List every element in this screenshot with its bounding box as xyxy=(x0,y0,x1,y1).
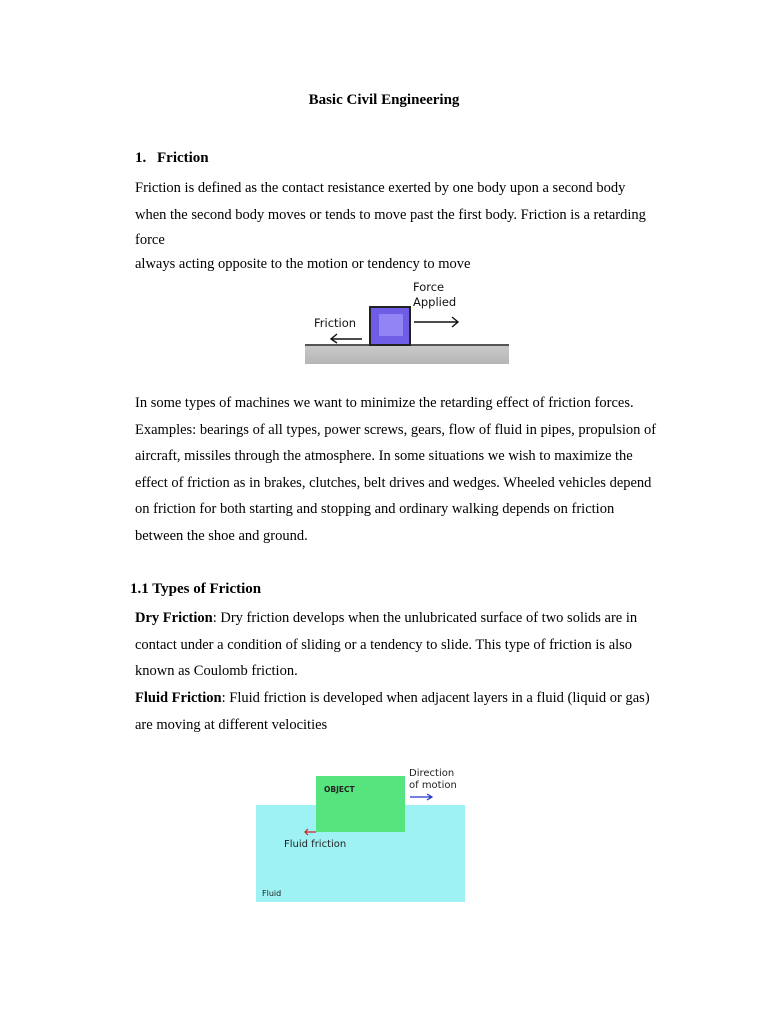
section-title: Friction xyxy=(157,150,209,166)
force-arrow-icon xyxy=(412,314,462,328)
paragraph-line: between the shoe and ground. xyxy=(135,527,308,544)
paragraph-line: force xyxy=(135,232,165,249)
fluid-friction-label: Fluid friction xyxy=(284,839,347,850)
fluid-friction-text: : Fluid friction is developed when adjacent layers in a fluid (liquid or gas) xyxy=(221,690,650,706)
fluid-friction-paragraph xyxy=(135,685,679,738)
paragraph-line xyxy=(135,685,679,712)
section-heading-friction xyxy=(135,150,209,167)
section-heading-types-of-friction: 1.1 Types of Friction xyxy=(130,581,262,597)
direction-of-motion-label xyxy=(409,768,457,792)
paragraph-line: always acting opposite to the motion or tendency to move xyxy=(135,256,471,273)
section-number: 1. xyxy=(135,150,147,166)
friction-label: Friction xyxy=(314,316,357,330)
paragraph-line: effect of friction as in brakes, clutches, belt drives and wedges. Wheeled vehicles depend xyxy=(135,474,652,491)
paragraph-line: known as Coulomb friction. xyxy=(135,663,298,680)
paragraph-line: In some types of machines we want to minimize the retarding effect of friction forces. xyxy=(135,395,634,411)
paragraph-line: Friction is defined as the contact resistance exerted by one body upon a second body xyxy=(135,180,626,196)
force-applied-label xyxy=(413,280,456,310)
friction-definition-paragraph xyxy=(135,175,679,276)
fluid-friction-term: Fluid Friction xyxy=(135,690,222,706)
document-title: Basic Civil Engineering xyxy=(308,92,460,108)
force-label-line: Applied xyxy=(413,295,457,309)
paragraph-line: aircraft, missiles through the atmosphere. In some situations we wish to maximize the xyxy=(135,448,633,465)
direction-label-line: of motion xyxy=(409,780,457,791)
ground-surface xyxy=(305,344,509,364)
dry-friction-text: : Dry friction develops when the unlubricated surface of two solids are in xyxy=(212,610,638,626)
motion-arrow-icon xyxy=(409,792,435,802)
machines-paragraph xyxy=(135,390,679,550)
paragraph-line: are moving at different velocities xyxy=(135,716,328,733)
paragraph-line: when the second body moves or tends to move past the first body. Friction is a retarding xyxy=(135,206,646,223)
friction-arrow-icon xyxy=(328,331,364,345)
fluid-friction-diagram xyxy=(256,766,468,904)
fluid-label: Fluid xyxy=(262,889,282,898)
dry-friction-paragraph xyxy=(135,605,679,685)
friction-diagram xyxy=(300,278,515,366)
direction-label-line: Direction xyxy=(409,768,455,779)
sliding-block xyxy=(369,306,411,346)
paragraph-line xyxy=(135,605,679,632)
dry-friction-term: Dry Friction xyxy=(135,610,213,626)
paragraph-line: contact under a condition of sliding or a tendency to slide. This type of friction is also xyxy=(135,636,633,653)
paragraph-line: on friction for both starting and stopping and ordinary walking depends on friction xyxy=(135,501,615,518)
force-label-line: Force xyxy=(413,280,445,294)
object-label: OBJECT xyxy=(324,785,355,794)
paragraph-line: Examples: bearings of all types, power screws, gears, flow of fluid in pipes, propulsion of xyxy=(135,421,657,438)
friction-arrow-icon xyxy=(303,827,317,837)
